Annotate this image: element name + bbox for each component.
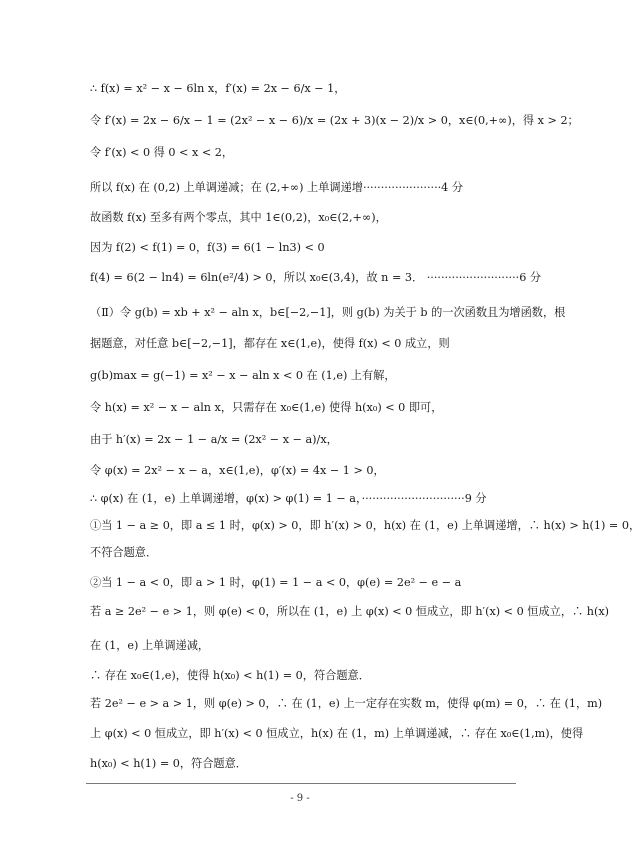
page-number: - 9 - — [290, 793, 310, 804]
solution-line-4: 所以 f(x) 在 (0,2) 上单调递减；在 (2,+∞) 上单调递增······················4 分 — [90, 181, 464, 194]
solution-line-13: 令 φ(x) = 2x² − x − a，x∈(1,e)，φ′(x) = 4x − 1 > 0， — [90, 464, 385, 477]
solution-line-14: ∴ φ(x) 在 (1，e) 上单调递增，φ(x) > φ(1) = 1 − a，·····························9 分 — [90, 492, 487, 505]
solution-line-12: 由于 h′(x) = 2x − 1 − a/x = (2x² − x − a)/x， — [90, 433, 338, 446]
solution-line-23: h(x₀) < h(1) = 0，符合题意． — [90, 757, 247, 770]
solution-line-18: 若 a ≥ 2e² − e > 1，则 φ(e) < 0，所以在 (1，e) 上 φ(x) < 0 恒成立，即 h′(x) < 0 恒成立，∴ h(x) — [90, 605, 610, 618]
solution-line-1: ∴ f(x) = x² − x − 6ln x，f′(x) = 2x − 6/x − 1， — [90, 82, 346, 95]
solution-line-17: ②当 1 − a < 0，即 a > 1 时，φ(1) = 1 − a < 0，φ(e) = 2e² − e − a — [90, 576, 462, 589]
solution-line-15: ①当 1 − a ≥ 0，即 a ≤ 1 时，φ(x) > 0，即 h′(x) > 0，h(x) 在 (1，e) 上单调递增，∴ h(x) > h(1) = 0， — [90, 519, 640, 532]
solution-line-3: 令 f′(x) < 0 得 0 < x < 2， — [90, 146, 234, 159]
solution-line-2: 令 f′(x) = 2x − 6/x − 1 = (2x² − x − 6)/x = (2x + 3)(x − 2)/x > 0，x∈(0,+∞)，得 x > 2； — [90, 114, 579, 127]
solution-line-11: 令 h(x) = x² − x − aln x，只需存在 x₀∈(1,e) 使得 h(x₀) < 0 即可， — [90, 401, 443, 414]
solution-line-20: ∴ 存在 x₀∈(1,e)，使得 h(x₀) < h(1) = 0，符合题意． — [90, 669, 370, 682]
solution-line-7: f(4) = 6(2 − ln4) = 6ln(e²/4) > 0，所以 x₀∈(3,4)，故 n = 3． ··························6 分 — [90, 271, 542, 284]
solution-line-10: g(b)max = g(−1) = x² − x − aln x < 0 在 (1,e) 上有解， — [90, 369, 396, 382]
solution-line-6: 因为 f(2) < f(1) = 0，f(3) = 6(1 − ln3) < 0 — [90, 241, 325, 254]
footer-divider — [86, 783, 516, 784]
solution-line-5: 故函数 f(x) 至多有两个零点，其中 1∈(0,2)，x₀∈(2,+∞)， — [90, 211, 387, 224]
solution-line-16: 不符合题意． — [90, 546, 158, 559]
solution-line-8: （Ⅱ）令 g(b) = xb + x² − aln x，b∈[−2,−1]，则 g(b) 为关于 b 的一次函数且为增函数，根 — [90, 306, 566, 319]
solution-line-21: 若 2e² − e > a > 1，则 φ(e) > 0，∴ 在 (1，e) 上一定存在实数 m，使得 φ(m) = 0，∴ 在 (1，m) — [90, 697, 603, 710]
solution-line-19: 在 (1，e) 上单调递减， — [90, 639, 210, 652]
solution-line-9: 据题意，对任意 b∈[−2,−1]，都存在 x∈(1,e)，使得 f(x) < 0 成立，则 — [90, 337, 450, 350]
solution-line-22: 上 φ(x) < 0 恒成立，即 h′(x) < 0 恒成立，h(x) 在 (1，m) 上单调递减，∴ 存在 x₀∈(1,m)，使得 — [90, 727, 584, 740]
